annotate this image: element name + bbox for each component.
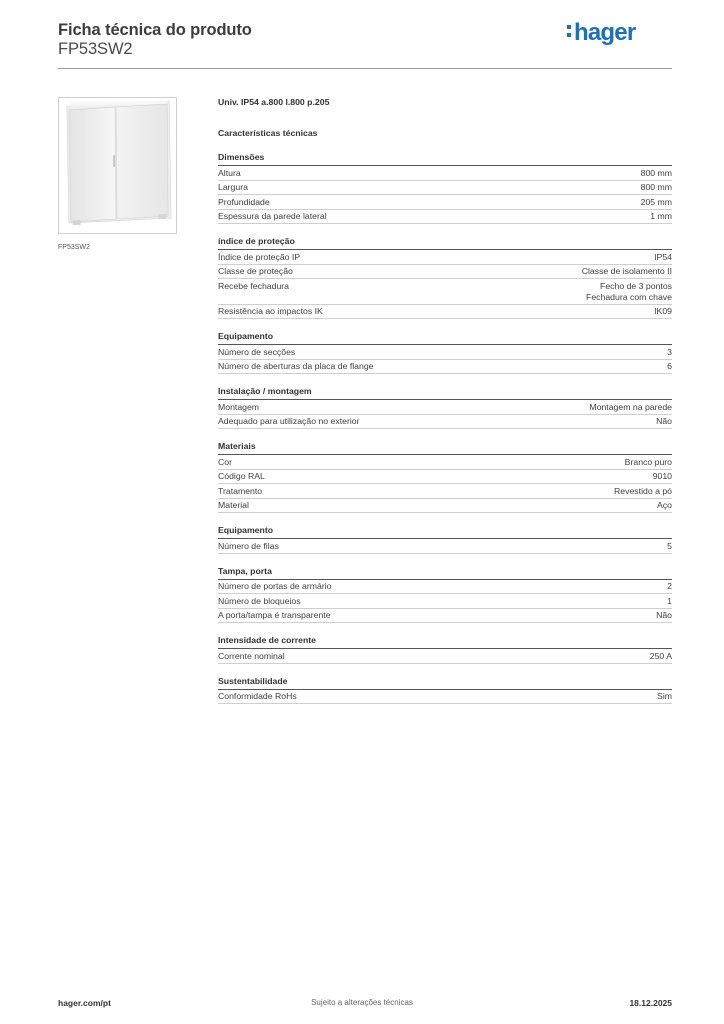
section-title: Características técnicas [218, 128, 318, 138]
spec-value: 5 [667, 540, 672, 551]
spec-value: Classe de isolamento II [581, 266, 672, 276]
spec-group [218, 635, 672, 664]
spec-row [218, 279, 672, 305]
page-title: Ficha técnica do produto [58, 21, 252, 39]
spec-value: Aço [657, 500, 672, 510]
spec-label: Material [218, 500, 249, 510]
spec-row [218, 400, 672, 415]
logo-text: hager [574, 19, 636, 46]
footer-website[interactable]: hager.com/pt [58, 998, 111, 1008]
spec-value: 6 [667, 361, 672, 371]
spec-group [218, 676, 672, 705]
spec-group [218, 566, 672, 624]
spec-label: Resistência ao impactos IK [218, 306, 323, 316]
spec-label: Número de secções [218, 346, 296, 357]
spec-label: Número de portas de armário [218, 581, 332, 591]
spec-value: 9010 [652, 471, 672, 481]
spec-value: Fecho de 3 pontos Fechadura com chave [586, 280, 672, 302]
spec-row [218, 609, 672, 624]
spec-row [218, 250, 672, 265]
spec-group-title: Equipamento [218, 525, 672, 539]
spec-label: Espessura da parede lateral [218, 211, 327, 221]
spec-value: 1 [667, 595, 672, 606]
spec-group [218, 441, 672, 513]
spec-row [218, 415, 672, 430]
spec-row [218, 594, 672, 609]
spec-row [218, 499, 672, 514]
spec-label: Largura [218, 182, 248, 192]
spec-label: Adequado para utilização no exterior [218, 416, 360, 426]
spec-value: Branco puro [624, 456, 672, 467]
spec-group [218, 525, 672, 554]
product-code: FP53SW2 [58, 40, 133, 58]
spec-groups [218, 152, 672, 704]
spec-row [218, 470, 672, 485]
product-description: Univ. IP54 a.800 l.800 p.205 [218, 97, 330, 107]
spec-row [218, 690, 672, 705]
spec-value: 1 mm [650, 211, 672, 221]
spec-row [218, 345, 672, 360]
spec-label: Classe de proteção [218, 266, 293, 276]
spec-label: A porta/tampa é transparente [218, 610, 331, 620]
image-caption: FP53SW2 [58, 244, 90, 251]
footer-date: 18.12.2025 [629, 998, 672, 1008]
spec-group-title: Instalação / montagem [218, 386, 672, 400]
spec-group-title: índice de proteção [218, 236, 672, 250]
footer-notice: Sujeito a alterações técnicas [311, 998, 413, 1007]
spec-group-title: Intensidade de corrente [218, 635, 672, 649]
spec-label: Cor [218, 456, 232, 467]
spec-group-title: Tampa, porta [218, 566, 672, 580]
spec-row [218, 539, 672, 554]
spec-value: Sim [657, 691, 672, 701]
spec-label: Montagem [218, 401, 260, 412]
spec-group-title: Equipamento [218, 331, 672, 345]
spec-row [218, 305, 672, 320]
spec-value: Não [656, 416, 672, 426]
spec-label: Número de bloqueios [218, 595, 301, 606]
spec-label: Corrente nominal [218, 650, 285, 661]
spec-value: Revestido a pó [614, 485, 672, 496]
spec-group [218, 152, 672, 224]
spec-label: Recebe fechadura [218, 280, 289, 291]
spec-label: Tratamento [218, 485, 263, 496]
spec-value: IP54 [654, 251, 672, 262]
spec-row [218, 181, 672, 196]
spec-group-title: Sustentabilidade [218, 676, 672, 690]
spec-value: 800 mm [640, 182, 672, 192]
spec-row [218, 195, 672, 210]
spec-row [218, 210, 672, 225]
spec-value: 2 [667, 581, 672, 591]
spec-row [218, 265, 672, 280]
spec-row [218, 484, 672, 499]
spec-value: Não [656, 610, 672, 620]
spec-label: Código RAL [218, 471, 265, 481]
spec-label: Índice de proteção IP [218, 251, 301, 262]
spec-row [218, 649, 672, 664]
spec-row [218, 455, 672, 470]
spec-label: Conformidade RoHs [218, 691, 297, 701]
spec-group [218, 331, 672, 374]
spec-value: 205 mm [640, 196, 672, 207]
spec-value: 800 mm [640, 167, 672, 178]
spec-row [218, 166, 672, 181]
spec-sheet [218, 95, 672, 704]
spec-label: Profundidade [218, 196, 270, 207]
spec-value: 250 A [649, 650, 672, 661]
spec-label: Número de aberturas da placa de flange [218, 361, 374, 371]
hager-logo[interactable] [566, 16, 656, 46]
spec-label: Número de filas [218, 540, 279, 551]
spec-label: Altura [218, 167, 241, 178]
spec-group-title: Dimensões [218, 152, 672, 166]
product-image [58, 97, 177, 234]
spec-value: IK09 [654, 306, 672, 316]
spec-row [218, 580, 672, 595]
header-divider [58, 68, 672, 69]
spec-group [218, 386, 672, 429]
spec-row [218, 360, 672, 375]
spec-group-title: Materiais [218, 441, 672, 455]
spec-value: Montagem na parede [589, 401, 672, 412]
spec-group [218, 236, 672, 319]
spec-value: 3 [667, 346, 672, 357]
